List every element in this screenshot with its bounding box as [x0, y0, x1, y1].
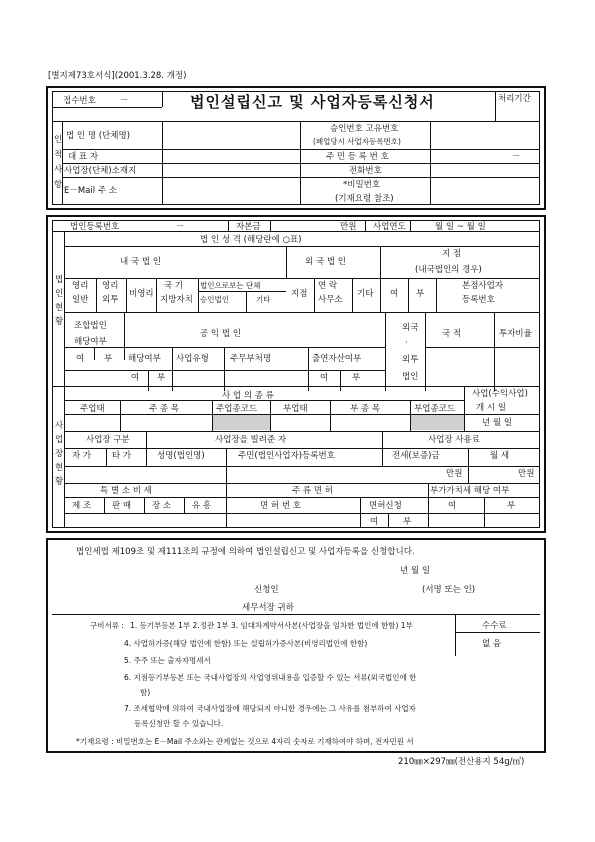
- contrib-no: 부: [352, 373, 361, 383]
- site-rent: 타 가: [112, 451, 132, 461]
- fiscal-range: 월 일 ~ 월 일: [435, 222, 486, 232]
- foreign-invest-3: 외투: [402, 355, 419, 365]
- location-label: 사업장(단체)소재지: [64, 166, 137, 176]
- side3-4: 현: [55, 463, 64, 473]
- resident-no-label: 주 민 등 록 번 호: [326, 152, 389, 162]
- site-usage: 사업장 사용료: [428, 435, 480, 445]
- union-corp-2: 해당여부: [74, 337, 107, 347]
- deemed-corp: 법인으로보는 단체: [200, 281, 261, 290]
- lessor-id: 주민(법인사업자)등록번호: [238, 451, 335, 461]
- capital-label: 자본금: [236, 222, 261, 232]
- side2-4: 황: [55, 317, 64, 327]
- side2-2: 인: [55, 289, 64, 299]
- foreign-other: 기타: [357, 289, 374, 299]
- invest-ratio: 투자비율: [499, 329, 532, 339]
- business-kind: 사 업 의 종 류: [222, 391, 274, 401]
- declaration-date: 년 월 일: [400, 566, 431, 576]
- deposit: 전세(보증)금: [392, 451, 440, 461]
- branch-label: 지 점: [442, 249, 462, 259]
- declaration-text: 법인세법 제109조 및 제111조의 규정에 의하여 법인설립신고 및 사업자등록을 신청합니다.: [76, 547, 415, 557]
- approval-no-label: 승인번호 고유번호: [330, 124, 399, 134]
- vat-heading: 부가가치세 해당 여부: [430, 486, 510, 496]
- sub-item: 부 종 목: [350, 404, 381, 414]
- corp-reg-dash: －: [176, 222, 185, 232]
- union-yes: 여: [76, 354, 85, 364]
- excise-place: 장 소: [152, 501, 172, 511]
- docs-label: 구비서류 :: [90, 621, 124, 630]
- pi-yes: 여: [131, 373, 140, 383]
- side-label-4: 항: [54, 180, 63, 190]
- side2-3: 현: [55, 303, 64, 313]
- phone-label: 전화번호: [349, 166, 382, 176]
- pi-applicable: 해당여부: [128, 354, 161, 364]
- profit-general-2: 일반: [72, 295, 89, 305]
- pi-authority: 주무부처명: [230, 354, 272, 364]
- liquor-heading: 주 류 면 허: [292, 486, 333, 496]
- monthly-rent: 월 세: [490, 451, 510, 461]
- foreign-corp: 외 국 법 인: [305, 257, 346, 267]
- branch-no: 부: [416, 289, 425, 299]
- side2-1: 법: [55, 275, 64, 285]
- email-label: E－Mail 주 소: [64, 186, 117, 196]
- representative-label: 대 표 자: [68, 152, 99, 162]
- sign-label: (서명 또는 인): [422, 585, 476, 595]
- sub-code-field[interactable]: [411, 415, 464, 430]
- excise-heading: 특 별 소 비 세: [100, 486, 152, 496]
- union-no: 부: [104, 354, 113, 364]
- start-date-2: 개 시 일: [476, 403, 507, 413]
- foreign-invest-4: 법인: [402, 372, 419, 382]
- state-local-2: 지방자치: [160, 295, 193, 305]
- doc-item-5: 5. 주주 또는 출자자명세서: [124, 656, 211, 665]
- main-code-field[interactable]: [213, 415, 270, 430]
- main-category: 주업태: [80, 404, 105, 414]
- lessor-heading: 사업장을 빌려준 자: [215, 435, 287, 445]
- capital-unit: 만원: [340, 222, 357, 232]
- profit-foreign-1: 영리: [102, 281, 119, 291]
- tax-office: 세무서장 귀하: [242, 603, 294, 613]
- license-apply: 면허신청: [369, 501, 402, 511]
- profit-foreign-2: 외투: [102, 295, 119, 305]
- branch-sub: (내국법인의 경우): [415, 265, 482, 275]
- pi-contribution: 출연자산여부: [312, 354, 362, 364]
- license-no: 면 허 번 호: [260, 501, 301, 511]
- form-title: 법인설립신고 및 사업자등록신청서: [190, 93, 435, 111]
- side3-2: 업: [55, 435, 64, 445]
- start-date-1: 사업(수익사업): [472, 389, 528, 399]
- public-interest: 공 익 법 인: [200, 329, 241, 339]
- resident-no-dash: －: [512, 152, 521, 162]
- filling-note: *기재요령 : 비밀번호는 E－Mail 주소와는 관계없는 것으로 4자리 숫자로 기재하여야 하며, 전자민원 서: [76, 737, 414, 746]
- corp-name-field[interactable]: [163, 122, 299, 148]
- vat-no: 부: [507, 501, 516, 511]
- password-label: *비밀번호: [343, 180, 381, 190]
- sub-category: 부업태: [283, 404, 308, 414]
- hq-reg-2: 등록번호: [462, 295, 495, 305]
- foreign-invest-1: 외국: [402, 323, 419, 333]
- paper-size: 210㎜×297㎜(전산용지 54g/㎡): [398, 757, 525, 767]
- doc-item-7: 7. 조세협약에 의하여 국내사업장에 해당되지 아니한 경우에는 그 사유를 첨부하여 사업자: [124, 704, 416, 713]
- corp-reg-no-label: 법인등록번호: [70, 222, 120, 232]
- fee-label: 수수료: [482, 621, 507, 631]
- approval-no-sub: (폐업당시 사업자등록번호): [313, 137, 401, 146]
- deemed-other: 기타: [256, 295, 271, 304]
- doc-item-6: 6. 지점등기부등본 또는 국내사업장의 사업영위내용을 입증할 수 있는 서류(외국법인에 한: [124, 673, 417, 682]
- main-item: 주 종 목: [149, 404, 180, 414]
- doc-item-4: 4. 사업허가증(해당 법인에 한함) 또는 설립허가증사본(비영리법인에 한함): [124, 639, 368, 648]
- fiscal-year-label: 사업연도: [373, 222, 406, 232]
- approved-corp: 승인법인: [200, 295, 229, 304]
- deposit-unit: 만원: [446, 469, 463, 479]
- domestic-corp: 내 국 법 인: [120, 257, 161, 267]
- site-own: 자 가: [72, 451, 92, 461]
- nationality: 국 적: [442, 329, 462, 339]
- doc-item-7b: 등록신청만 할 수 있습니다.: [134, 719, 224, 728]
- foreign-branch: 지점: [291, 289, 308, 299]
- doc-item-6b: 함): [140, 688, 151, 697]
- processing-period-label: 처리기간: [498, 94, 531, 104]
- corp-name-label: 법 인 명 (단체명): [66, 131, 131, 141]
- contrib-yes: 여: [320, 373, 329, 383]
- main-code: 주업종코드: [216, 404, 258, 414]
- branch-yes: 여: [390, 289, 399, 299]
- doc-item-1: 1. 등기부등본 1부 2.정관 1부 3. 임대차계약서사본(사업장을 임차한 법인에 한함) 1부: [130, 621, 413, 630]
- license-yes: 여: [370, 517, 379, 527]
- excise-entertainment: 유 흥: [192, 501, 212, 511]
- receipt-no-value: －: [120, 96, 129, 106]
- fee-value: 없 음: [482, 639, 502, 649]
- pi-no: 부: [157, 373, 166, 383]
- side3-5: 황: [55, 477, 64, 487]
- sub-code: 부업종코드: [414, 404, 456, 414]
- license-no-option: 부: [403, 517, 412, 527]
- liaison-2: 사무소: [318, 295, 343, 305]
- side3-3: 장: [55, 449, 64, 459]
- side-label-3: 사: [54, 165, 63, 175]
- excise-sale: 판 매: [112, 501, 132, 511]
- side-label-1: 인: [54, 135, 63, 145]
- union-corp-1: 조합법인: [74, 321, 107, 331]
- form-number: [별지제73호서식](2001.3.28. 개정): [48, 71, 187, 81]
- pi-business-type: 사업유형: [176, 354, 209, 364]
- liaison-1: 연 락: [318, 281, 338, 291]
- lessor-name: 성명(법인명): [157, 451, 205, 461]
- profit-general-1: 영리: [72, 281, 89, 291]
- state-local-1: 국 기: [164, 281, 184, 291]
- receipt-no-label: 접수번호: [63, 96, 96, 106]
- nonprofit: 비영리: [129, 289, 154, 299]
- side-label-2: 적: [54, 150, 63, 160]
- hq-reg-1: 본점사업자: [462, 281, 504, 291]
- site-type: 사업장 구분: [86, 435, 130, 445]
- excise-manufacture: 제 조: [72, 501, 92, 511]
- corp-nature-heading: 법 인 성 격 (해당란에 ○표): [200, 235, 302, 245]
- vat-yes: 여: [448, 501, 457, 511]
- foreign-invest-2: ·: [405, 338, 408, 348]
- password-sub: (기재요령 참조): [335, 194, 394, 204]
- monthly-unit: 만원: [518, 469, 535, 479]
- applicant-label: 신청인: [254, 585, 279, 595]
- start-date-ymd: 년 월 일: [482, 418, 513, 428]
- side3-1: 사: [55, 421, 64, 431]
